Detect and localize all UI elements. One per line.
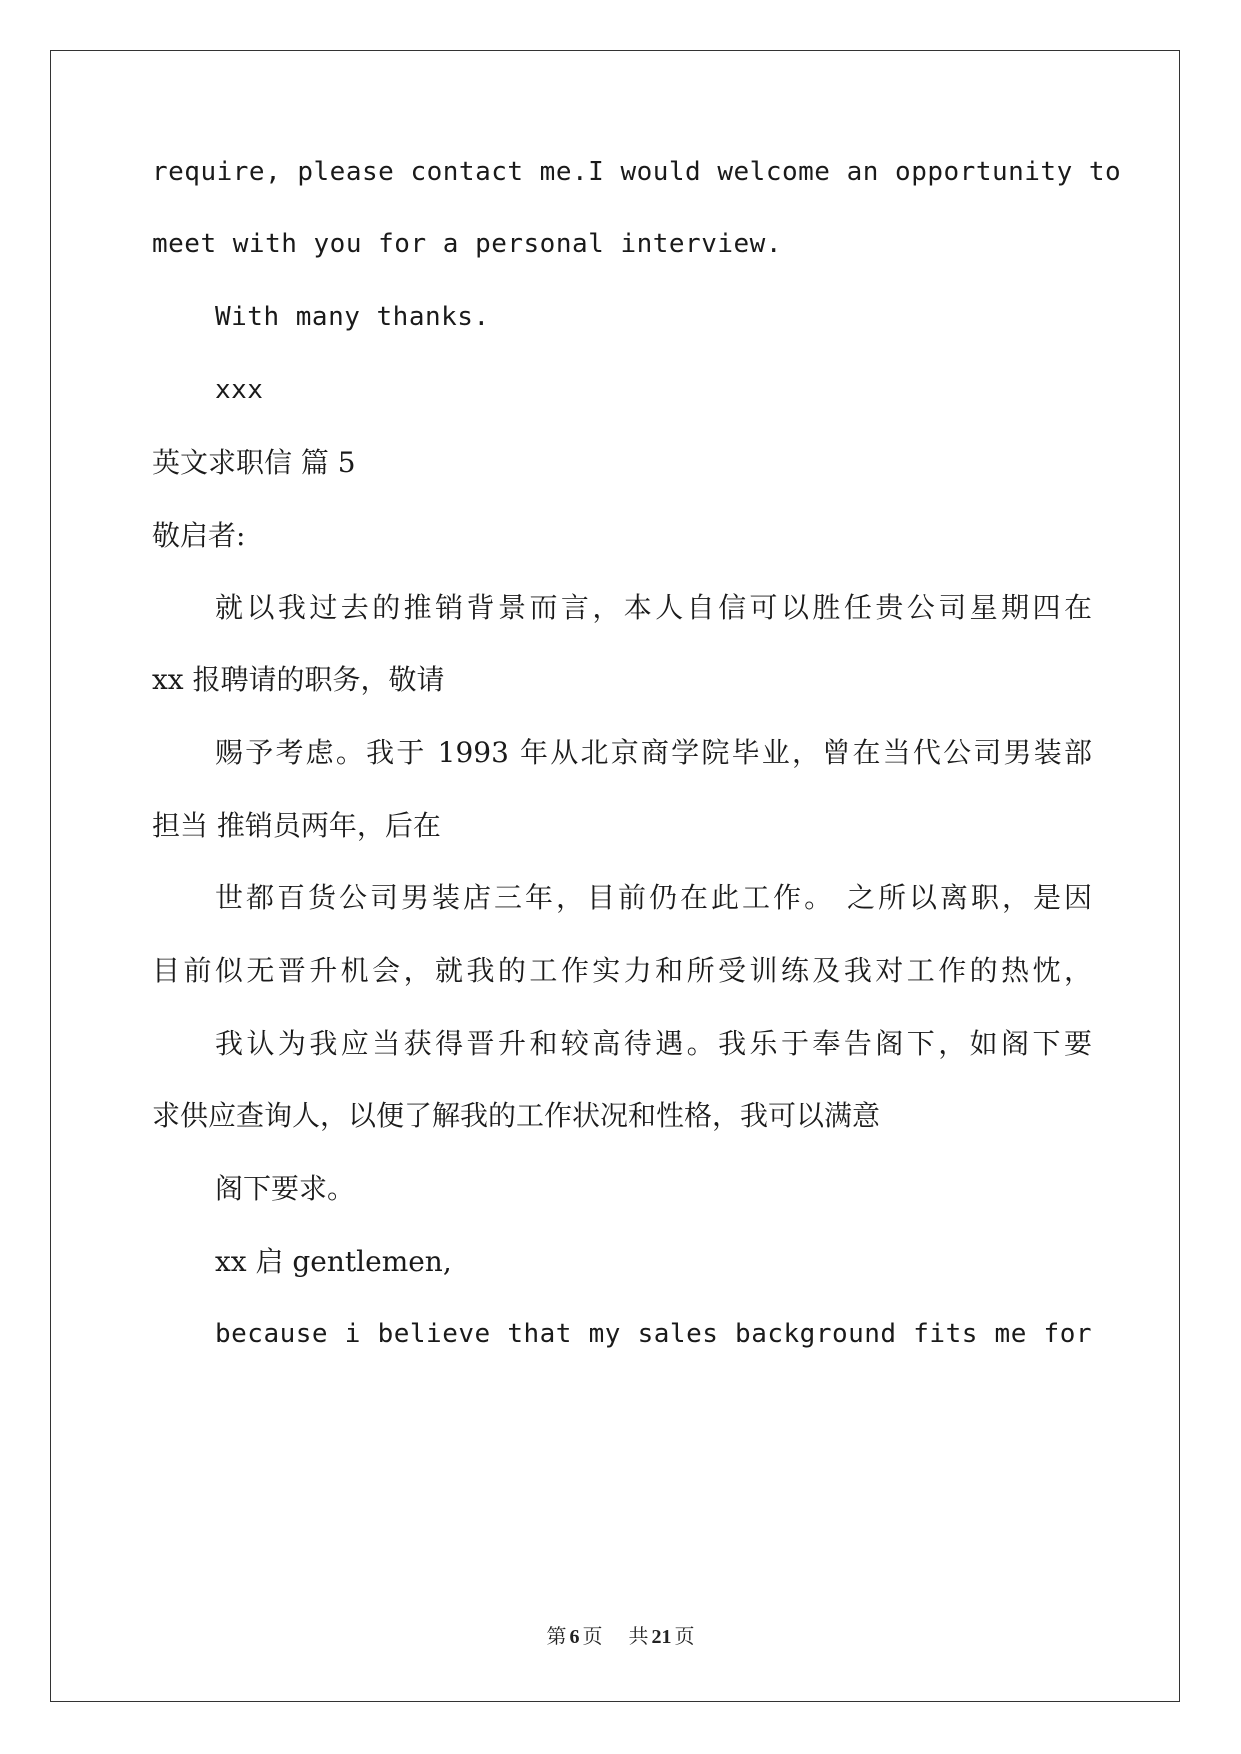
footer-total-pages: 21 [651, 1626, 672, 1648]
text-line-12: 目前似无晋升机会，就我的工作实力和所受训练及我对工作的热忱， [152, 954, 1092, 987]
text-line-4: xxx [215, 375, 264, 405]
text-line-8: xx 报聘请的职务，敬请 [152, 663, 445, 696]
text-line-7: 就以我过去的推销背景而言，本人自信可以胜任贵公司星期四在 [215, 591, 1092, 624]
text-line-2: meet with you for a personal interview. [152, 229, 782, 259]
text-line-14: 求供应查询人，以便了解我的工作状况和性格，我可以满意 [152, 1099, 881, 1132]
text-line-11: 世都百货公司男装店三年，目前仍在此工作。 之所以离职，是因 [215, 881, 1092, 914]
text-line-3: With many thanks. [215, 302, 490, 332]
footer-page-number: 6 [569, 1626, 580, 1648]
salutation: 敬启者: [152, 519, 246, 552]
text-line-17: because i believe that my sales background fits me for [215, 1319, 1092, 1349]
text-line-9: 赐予考虑。我于 1993 年从北京商学院毕业，曾在当代公司男装部 [215, 736, 1092, 769]
text-line-1: require, please contact me.I would welcome an opportunity to [152, 157, 1122, 187]
text-line-15: 阁下要求。 [215, 1172, 356, 1205]
text-line-13: 我认为我应当获得晋升和较高待遇。我乐于奉告阁下，如阁下要 [215, 1027, 1092, 1060]
section-heading: 英文求职信 篇 5 [152, 446, 356, 479]
footer-prefix: 第 [546, 1626, 567, 1648]
footer-total-prefix: 共 [628, 1626, 649, 1648]
page-footer [0, 1620, 1241, 1649]
footer-page-suffix: 页 [582, 1626, 603, 1648]
text-line-10: 担当 推销员两年，后在 [152, 809, 441, 842]
signature-line: xx 启 gentlemen, [215, 1245, 452, 1278]
footer-total-suffix: 页 [674, 1626, 695, 1648]
